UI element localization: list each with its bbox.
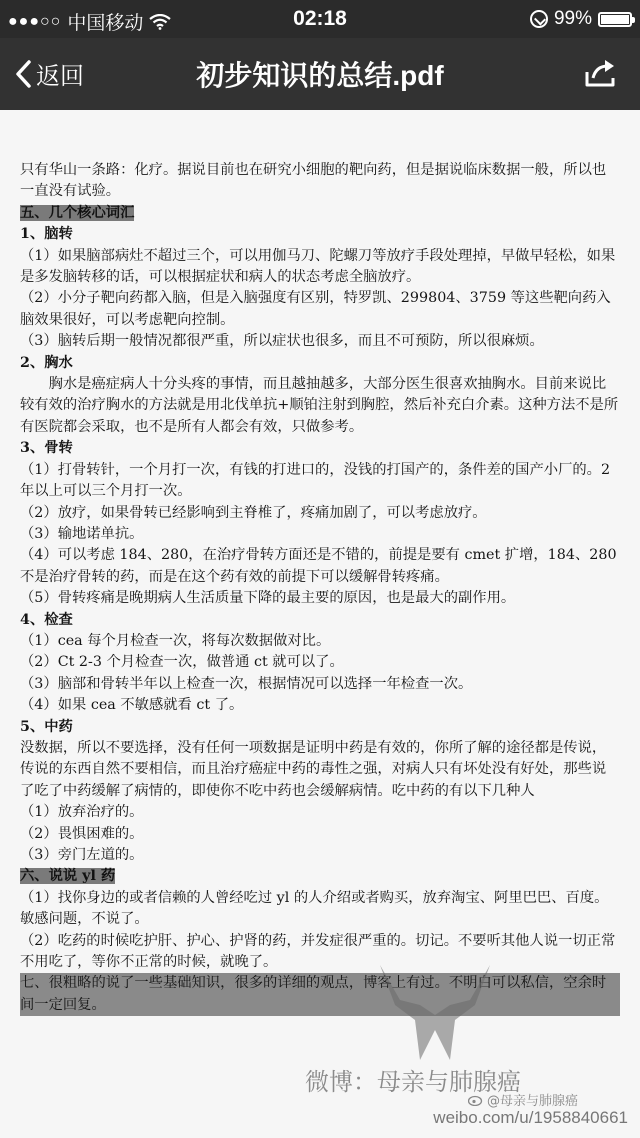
share-button[interactable] [584,58,618,93]
subsection-heading: 4、检查 [20,611,73,628]
watermark-handle [468,1090,578,1109]
paragraph: （3）输地诺单抗。 [20,525,144,542]
rotation-lock-icon [530,10,548,28]
weibo-icon [468,1093,484,1106]
paragraph: （1）cea 每个月检查一次，将每次数据做对比。 [20,632,331,649]
subsection-heading: 5、中药 [20,718,73,735]
signal-strength-icon: ●●●○○ [8,12,62,30]
section-heading: 六、说说 yl 药 [20,868,116,885]
document-title: 初步知识的总结.pdf [196,60,444,91]
paragraph: （2）放疗，如果骨转已经影响到主脊椎了，疼痛加剧了，可以考虑放疗。 [20,504,487,521]
status-bar [0,0,640,38]
battery-percent: 99% [553,8,592,29]
paragraph: （3）脑部和骨转半年以上检查一次，根据情况可以选择一年检查一次。 [20,675,473,692]
document-body [20,160,620,1016]
paragraph: （1）打骨转针，一个月打一次，有钱的打进口的，没钱的打国产的，条件差的国产小厂的。2 年以上可以三个月打一次。 [20,461,611,500]
subsection-heading: 1、脑转 [20,226,73,243]
paragraph: 只有华山一条路：化疗。据说目前也在研究小细胞的靶向药，但是据说临床数据一般，所以也一直没有试验。 [20,162,607,200]
paragraph: （4）可以考虑 184、280，在治疗骨转方面还是不错的，前提是要有 cmet 扩增，184、280 不是治疗骨转的药，而是在这个药有效的前提下可以缓解骨转疼痛。 [20,547,617,585]
paragraph: （1）找你身边的或者信赖的人曾经吃过 yl 的人介绍或者购买，放弃淘宝、阿里巴巴、百度。 [20,889,609,906]
status-time: 02:18 [293,7,347,30]
paragraph: （5）骨转疼痛是晚期病人生活质量下降的最主要的原因，也是最大的副作用。 [20,590,516,607]
paragraph: （2）Ct 2-3 个月检查一次，做普通 ct 就可以了。 [20,654,344,671]
back-button[interactable] [14,56,84,91]
paragraph: （3）旁门左道的。 [20,847,144,863]
paragraph: 没数据，所以不要选择，没有任何一项数据是证明中药是有效的，你所了解的途径都是传说，传说的东西自然不要相信，而且治疗癌症中药的毒性之强，对病人只有坏处没有好处，那些说了吃了中药缓解了病情的，即使你不吃中药也会缓解病情。吃中药的有以下几种人 [20,739,607,799]
battery-fill [601,15,629,24]
watermark-handle-text: @母亲与肺腺癌 [487,1094,579,1109]
paragraph: （4）如果 cea 不敏感就看 ct 了。 [20,697,244,714]
watermark-url: weibo.com/u/1958840661 [433,1108,628,1127]
section-heading: 五、几个核心词汇 [20,204,135,221]
carrier-label: 中国移动 [67,13,144,34]
section-heading: 七、很粗略的说了一些基础知识，很多的详细的观点，博客上有过。不明白可以私信，空余时间一定回复。 [20,973,620,1016]
paragraph: （1）如果脑部病灶不超过三个，可以用伽马刀、陀螺刀等放疗手段处理掉，早做早轻松，如果是多发脑转移的话，可以根据症状和病人的状态考虑全脑放疗。 [20,247,616,286]
chevron-left-icon [14,59,32,89]
paragraph: 胸水是癌症病人十分头疼的事情，而且越抽越多，大部分医生很喜欢抽胸水。目前来说比较有效的治疗胸水的方法就是用北伐单抗+顺铂注射到胸腔，然后补充白介素。这种方法不是所有医院都会采取，也不是所有人都会有效，只做参考。 [20,376,619,435]
share-icon [584,58,618,88]
paragraph: （2）小分子靶向药都入脑，但是入脑强度有区别，特罗凯、299804、3759 等这些靶向药入脑效果很好，可以考虑靶向控制。 [20,290,611,328]
antler-logo-icon [360,960,510,1070]
navigation-bar [0,38,640,110]
watermark-title: 微博：母亲与肺腺癌 [305,1068,521,1096]
subsection-heading: 3、骨转 [20,440,73,457]
subsection-heading: 2、胸水 [20,354,73,371]
paragraph: 敏感问题，不说了。 [20,911,149,928]
paragraph: （2）吃药的时候吃护肝、护心、护肾的药，并发症很严重的。切记。不要听其他人说一切正常不用吃了，等你不正常的时候，就晚了。 [20,932,616,971]
battery-icon [598,12,632,27]
paragraph: （2）畏惧困难的。 [20,825,144,842]
pdf-page[interactable] [0,110,640,1138]
status-right [530,8,632,30]
back-button-label: 返回 [36,63,84,90]
paragraph: （3）脑转后期一般情况都很严重，所以症状也很多，而且不可预防，所以很麻烦。 [20,333,544,350]
paragraph: （1）放弃治疗的。 [20,804,144,821]
